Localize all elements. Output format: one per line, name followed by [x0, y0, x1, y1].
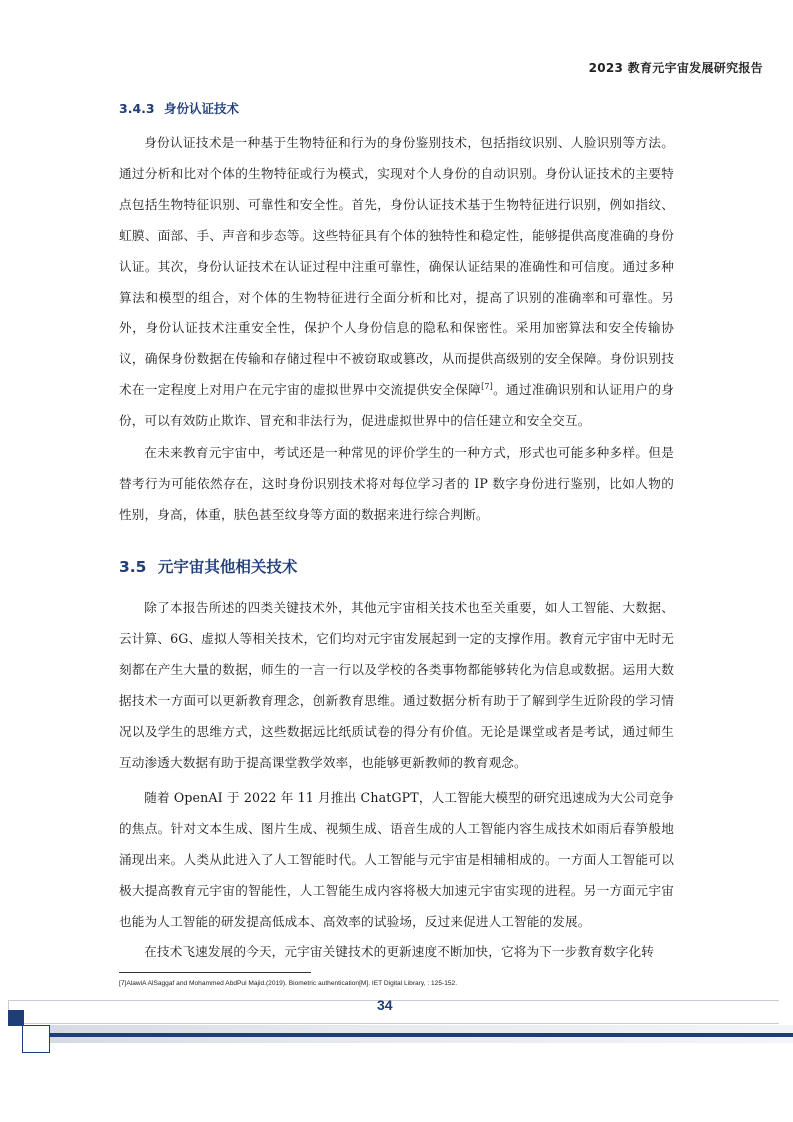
paragraph-text: 身份认证技术是一种基于生物特征和行为的身份鉴别技术，包括指纹识别、人脸识别等方法。通过分析和比对个体的生物特征或行为模式，实现对个人身份的自动识别。身份认证技术的主要特点包括生物特征识别、可靠性和安全性。首先，身份认证技术基于生物特征进行识别，例如指纹、虹膜、面部、手、声音和步态等。这些特征具有个体的独特性和稳定性，能够提供高度准确的身份认证。其次，身份认证技术在认证过程中注重可靠性，确保认证结果的准确性和可信度。通过多种算法和模型的组合，对个体的生物特征进行全面分析和比对，提高了识别的准确率和可靠性。另外，身份认证技术注重安全性，保护个人身份信息的隐私和保密性。采用加密算法和安全传输协议，确保身份数据在传输和存储过程中不被窃取或篡改，从而提供高级别的安全保障。身份识别技术在一定程度上对用户在元宇宙的虚拟世界中交流提供安全保障 [119, 135, 674, 398]
paragraph-other-tech-1: 除了本报告所述的四类关键技术外，其他元宇宙相关技术也至关重要，如人工智能、大数据、云计算、6G、虚拟人等相关技术，它们均对元宇宙发展起到一定的支撑作用。教育元宇宙中无时无刻都在产生大量的数据，师生的一言一行以及学校的各类事物都能够转化为信息或数据。运用大数据技术一方面可以更新教育理念，创新教育思维。通过数据分析有助于了解到学生近阶段的学习情况以及学生的思维方式，这些数据远比纸质试卷的得分有价值。无论是课堂或者是考试，通过师生互动渗透大数据有助于提高课堂教学效率，也能够更新教师的教育观念。 [119, 600, 674, 770]
page-number: 34 [377, 997, 393, 1013]
footer-decoration-square [8, 1010, 24, 1026]
paragraph-other-tech-3: 在技术飞速发展的今天，元宇宙关键技术的更新速度不断加快，它将为下一步教育数字化转 [144, 944, 654, 959]
paragraph-identity-auth-2: 在未来教育元宇宙中，考试还是一种常见的评价学生的一种方式，形式也可能多种多样。但是替考行为可能依然存在，这时身份识别技术将对每位学习者的 IP 数字身份进行鉴别，比如人物的性别，身高，体重，肤色甚至纹身等方面的数据来进行综合判断。 [119, 445, 674, 522]
footer-decoration-outline [8, 1000, 779, 1024]
section-heading-3-5 [119, 555, 297, 577]
footnote-divider [119, 972, 311, 973]
footnote: [7]AlawiA AlSaggaf and Mohammed AbdPul Majid.(2019). Biometric authentication[M]. IET Digital Library, : 125-152. [119, 980, 458, 987]
footer-decoration-line [35, 1033, 793, 1037]
section-heading-3-4-3 [119, 99, 239, 117]
citation-ref: [7] [481, 382, 493, 392]
running-header: 2023 教育元宇宙发展研究报告 [588, 61, 763, 75]
footer-decoration-square-outline [22, 1025, 50, 1053]
paragraph-other-tech-2: 随着 OpenAI 于 2022 年 11 月推出 ChatGPT，人工智能大模型的研究迅速成为大公司竞争的焦点。针对文本生成、图片生成、视频生成、语音生成的人工智能内容生成技术如雨后春笋般地涌现出来。人类从此进入了人工智能时代。人工智能与元宇宙是相辅相成的。一方面人工智能可以极大提高教育元宇宙的智能性，人工智能生成内容将极大加速元宇宙实现的进程。另一方面元宇宙也能为人工智能的研发提高低成本、高效率的试验场，反过来促进人工智能的发展。 [119, 790, 674, 929]
paragraph-identity-auth-1 [119, 128, 674, 437]
paragraph-text-continued: 。通过准确识别和认证用户的身份，可以有效防止欺诈、冒充和非法行为，促进虚拟世界中的信任建立和安全交互。 [119, 382, 675, 429]
section-title: 身份认证技术 [163, 101, 239, 116]
section-number: 3.4.3 [119, 101, 155, 116]
section-title: 元宇宙其他相关技术 [157, 558, 298, 576]
section-number: 3.5 [119, 558, 147, 576]
